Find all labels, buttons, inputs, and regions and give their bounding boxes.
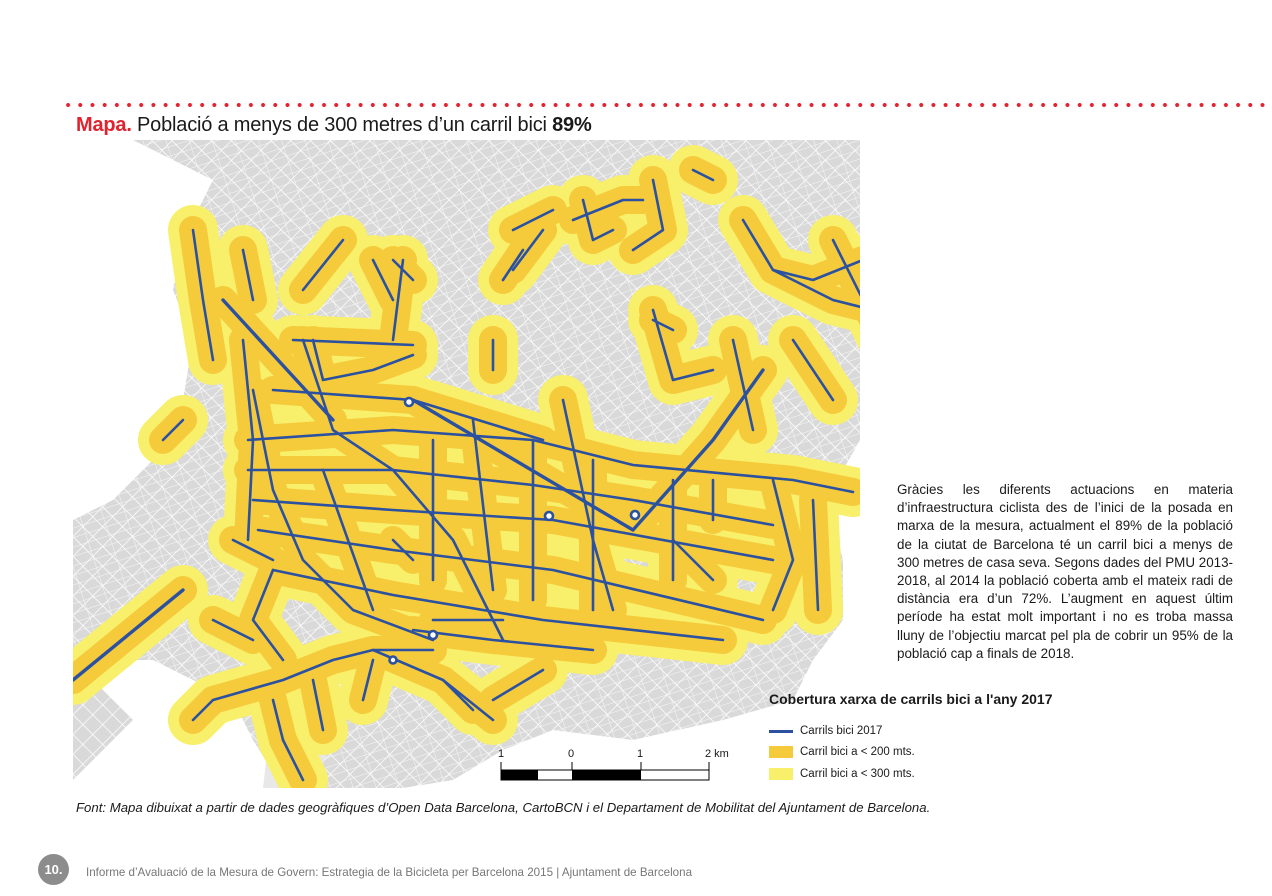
scale-label-two: 2 km	[705, 748, 729, 760]
legend-label-200m: Carril bici a < 200 mts.	[800, 746, 915, 758]
legend-title: Cobertura xarxa de carrils bici a l'any 2017	[769, 691, 1053, 707]
bike-lane-coverage-map	[73, 140, 860, 788]
map-title	[76, 114, 592, 137]
map-title-prefix: Mapa.	[76, 114, 132, 136]
legend-swatch-300m	[769, 768, 793, 780]
map-title-value: 89%	[552, 114, 592, 136]
page-number: 10.	[38, 854, 69, 885]
legend-swatch-200m	[769, 746, 793, 758]
scale-label-zero: 0	[568, 748, 575, 760]
scale-label-one: 1	[637, 748, 644, 760]
legend-label-lanes: Carrils bici 2017	[800, 725, 883, 737]
legend-item-lanes	[769, 725, 882, 737]
source-note: Font: Mapa dibuixat a partir de dades geogràfiques d’Open Data Barcelona, CartoBCN i el Departament de Mobilitat del Ajuntament de Barcelona.	[76, 800, 931, 815]
legend-label-300m: Carril bici a < 300 mts.	[800, 768, 915, 780]
map-title-text: Població a menys de 300 metres d’un carril bici	[131, 114, 553, 136]
legend-line-swatch	[769, 730, 793, 733]
coverage-description: Gràcies les diferents actuacions en materia d’infraestructura ciclista des de l’inici de la posada en marxa de la mesura, actualment el 89% de la població de la ciutat de Barcelona té un carril bici a menys de 300 metres de casa seva. Segons dades del PMU 2013-2018, al 2014 la població coberta amb el mateix radi de distància era d’un 72%. L’augment en aquest últim període ha estat molt important i no es troba massa lluny de l’objectiu marcat pel pla de cobrir un 95% de la població cap a finals de 2018.	[897, 482, 1233, 661]
scale-label-left: 1	[498, 748, 505, 760]
legend-item-300m	[769, 768, 915, 780]
footer-text: Informe d’Avaluació de la Mesura de Govern: Estrategia de la Bicicleta per Barcelona 2015 | Ajuntament de Barcelona	[86, 866, 693, 879]
dotted-divider	[62, 100, 1272, 110]
legend-item-200m	[769, 746, 915, 758]
